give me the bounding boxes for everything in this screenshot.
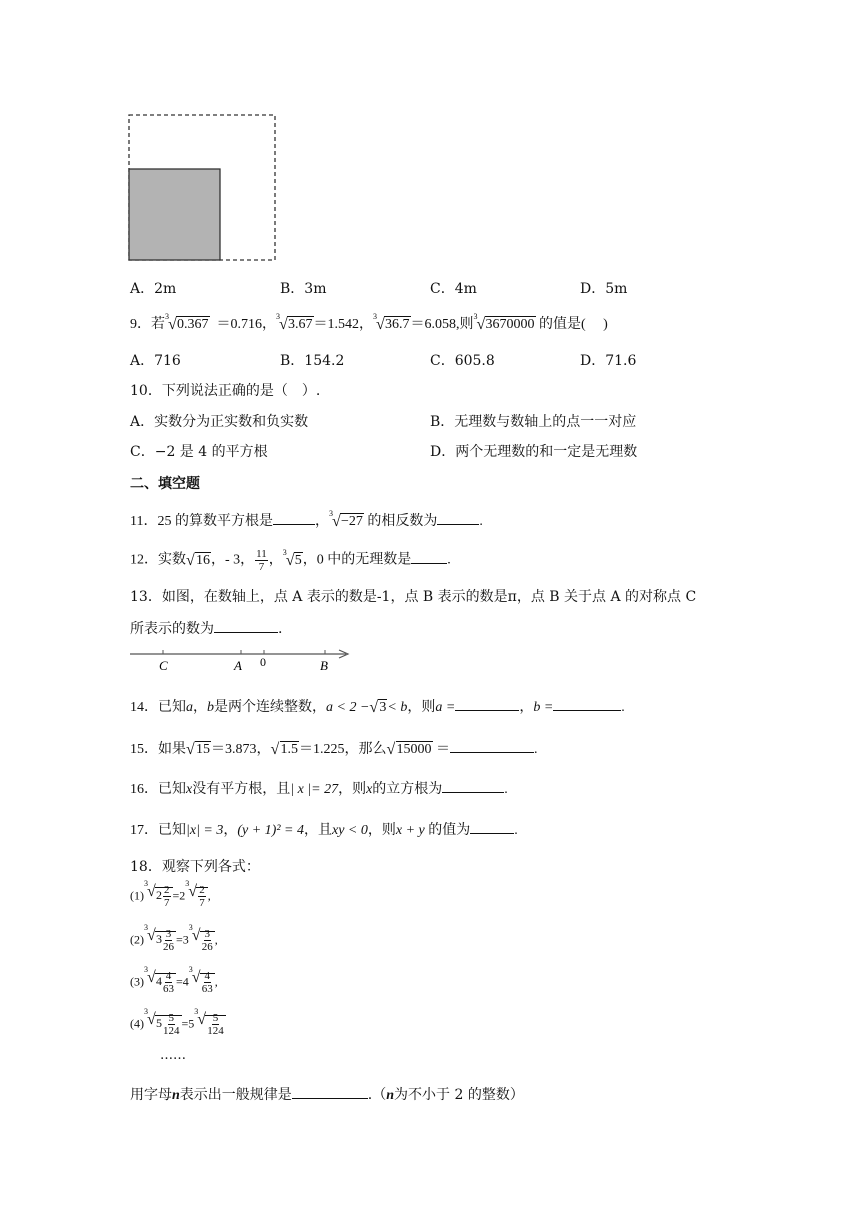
final-p4: 为不小于 2 的整数） (394, 1087, 524, 1103)
q17-p2: ， (223, 823, 238, 838)
row-end: , (214, 974, 218, 989)
answer-blank[interactable] (442, 792, 504, 793)
var-n: n (386, 1088, 395, 1103)
row-rhs-coef: 3 (182, 932, 189, 947)
answer-blank[interactable] (214, 632, 278, 633)
row-rhs-coef: 5 (188, 1016, 195, 1031)
cube-root-rhs: 3 √ $\frac{3}{26}$ (188, 923, 213, 953)
question-10-stem: 10．下列说法正确的是（ ）. (130, 383, 321, 399)
final-p1: 用字母 (130, 1087, 172, 1103)
observe-row-1: (1) 3 √ 2 $\frac{2}{7}$ =2 3 √ $\frac{2}{7}$ , (130, 879, 211, 909)
q12-end: . (447, 552, 451, 568)
question-13-line2 (130, 618, 282, 638)
cube-root-lhs: 3 √ 3 $\frac{3}{26}$ (144, 923, 174, 953)
question-14 (130, 696, 625, 716)
q15-e3: ＝ (436, 742, 450, 757)
q15-p1: 15．如果 (130, 742, 186, 757)
cube-root: 3 √ 5 (282, 547, 302, 569)
q8-option-b[interactable]: B．3m (280, 281, 327, 297)
square-root-1: √ 15 (186, 741, 210, 758)
square-root-3: √ 15000 (386, 741, 432, 758)
question-18-final (130, 1084, 524, 1104)
origin-label: 0 (260, 655, 266, 669)
cube-root-rhs: 3 √ $\frac{4}{63}$ (188, 965, 213, 995)
a-equals: a = (435, 700, 456, 715)
q15-e1: ＝3.873， (211, 742, 271, 757)
abs-condition: | x |= 27 (290, 782, 339, 797)
condition-2: (y + 1)² = 4 (237, 823, 304, 838)
q12-p4: ，0 中的无理数是 (302, 552, 412, 568)
q9-option-a[interactable]: A．716 (130, 353, 181, 369)
q17-p5: 的值为 (428, 823, 471, 838)
q9-eq2: ＝1.542， (313, 317, 373, 332)
q9-prefix: 9．若 (130, 317, 165, 332)
q9-option-d[interactable]: D．71.6 (580, 353, 637, 369)
q16-p2: 没有平方根，且 (192, 782, 291, 797)
cube-root-lhs: 3 √ 5 $\frac{5}{124}$ (144, 1007, 180, 1037)
row-label: (4) (130, 1016, 144, 1031)
q8-option-a[interactable]: A．2m (130, 281, 177, 297)
q14-end: . (621, 700, 625, 715)
q14-p2: ， (193, 700, 207, 715)
observe-row-4: (4) 3 √ 5 $\frac{5}{124}$ =5 3 √ $\frac{5}{124}$ (130, 1007, 224, 1037)
q14-sep: ， (519, 700, 534, 715)
condition-1: |x| = 3 (186, 823, 224, 838)
observe-row-3: (3) 3 √ 4 $\frac{4}{63}$ =4 3 √ $\frac{4}{63}$ , (130, 965, 218, 995)
number-line (128, 642, 358, 674)
inequality-right: < b (387, 700, 408, 715)
question-16 (130, 778, 508, 798)
q10-option-a[interactable]: A．实数分为正实数和负实数 (130, 414, 309, 430)
section-header: 二、填空题 (130, 476, 200, 492)
q17-p1: 17．已知 (130, 823, 186, 838)
cube-root-1: 3 √ 0.367 (165, 312, 209, 333)
q11-p2: 的相反数为 (367, 514, 438, 529)
ellipsis: …… (160, 1048, 186, 1063)
inner-gray-square (129, 169, 220, 260)
var-n: n (172, 1088, 180, 1103)
cube-root-lhs: 3 √ 4 $\frac{4}{63}$ (144, 965, 174, 995)
question-17 (130, 819, 518, 839)
q8-option-d[interactable]: D．5m (580, 281, 628, 297)
q8-option-c[interactable]: C．4m (430, 281, 477, 297)
q16-p1: 16．已知 (130, 782, 186, 797)
point-a-label: A (234, 658, 242, 673)
row-end: , (207, 888, 211, 903)
q11-end: . (479, 514, 483, 529)
condition-3: xy < 0 (332, 823, 368, 838)
q12-p3: ， (268, 552, 283, 568)
cube-root: 3 √ −27 (328, 509, 363, 530)
fraction: $\frac{11}{7}$ (256, 548, 267, 573)
q13-end: . (278, 621, 283, 637)
q17-p3: ，且 (304, 823, 332, 838)
q9-option-c[interactable]: C．605.8 (430, 353, 495, 369)
row-label: (2) (130, 932, 144, 947)
q15-e2: ＝1.225，那么 (299, 742, 387, 757)
q9-suffix: 的值是( ) (539, 317, 608, 332)
final-p3: .（ (367, 1087, 387, 1103)
row-label: (1) (130, 888, 144, 903)
row-label: (3) (130, 974, 144, 989)
point-c-label: C (159, 658, 168, 673)
q13-l2: 所表示的数为 (130, 621, 214, 637)
question-9 (130, 313, 608, 333)
inequality-left: a < 2 − (326, 700, 370, 715)
q16-end: . (504, 782, 508, 797)
cube-root-lhs: 3 √ 2 $\frac{2}{7}$ (144, 884, 173, 909)
question-15 (130, 738, 538, 758)
q14-p1: 14．已知 (130, 700, 186, 715)
answer-blank[interactable] (450, 752, 534, 753)
q9-option-b[interactable]: B．154.2 (280, 353, 345, 369)
answer-blank[interactable] (437, 524, 479, 525)
var-b: b (207, 700, 214, 715)
q17-end: . (514, 823, 518, 838)
q14-p3: 是两个连续整数， (214, 700, 326, 715)
final-p2: 表示出一般规律是 (179, 1087, 292, 1103)
q12-p2: ，- 3， (211, 552, 255, 568)
answer-blank[interactable] (411, 563, 447, 564)
b-equals: b = (533, 700, 554, 715)
square-root-2: √ 1.5 (270, 741, 298, 758)
answer-blank[interactable] (273, 524, 315, 525)
answer-blank-b[interactable] (553, 710, 621, 711)
var-x: x (186, 782, 193, 797)
cube-root-rhs: 3 √ $\frac{2}{7}$ (185, 884, 208, 909)
question-18-stem: 18．观察下列各式： (130, 859, 260, 875)
q9-eq1: ＝0.716， (216, 317, 276, 332)
var-x: x (366, 782, 373, 797)
point-b-label: B (320, 658, 328, 673)
question-13-line1: 13．如图，在数轴上，点 A 表示的数是-1，点 B 表示的数是π，点 B 关于点 A 的对称点 C (130, 589, 697, 605)
q14-p4: ，则 (407, 700, 436, 715)
cube-root-rhs: 3 √ $\frac{5}{124}$ (194, 1007, 224, 1037)
square-root: √ 3 (369, 699, 387, 716)
observe-row-2: (2) 3 √ 3 $\frac{3}{26}$ =3 3 √ $\frac{3}{26}$ , (130, 923, 218, 953)
answer-blank[interactable] (470, 833, 514, 834)
square-figure (128, 113, 278, 263)
expression: x + y (395, 823, 425, 838)
cube-root-2: 3 √ 3.67 (276, 312, 313, 333)
row-end: , (214, 932, 218, 947)
square-root: √ 16 (186, 551, 210, 569)
cube-root-4: 3 √ 3670000 (473, 312, 535, 333)
q9-eq3: ＝6.058,则 (410, 317, 474, 332)
answer-blank[interactable] (292, 1098, 368, 1099)
q16-p3: ，则 (338, 782, 367, 797)
q11-p1: 11．25 的算数平方根是 (130, 514, 273, 529)
answer-blank-a[interactable] (455, 710, 519, 711)
cube-root-3: 3 √ 36.7 (373, 312, 410, 333)
row-rhs-coef: 2 (179, 888, 186, 903)
q10-option-c[interactable]: C．−2 是 4 的平方根 (130, 444, 268, 460)
question-11: 11．25 的算数平方根是 ， 3 √ −27 的相反数为 . (130, 509, 483, 530)
q10-option-d[interactable]: D．两个无理数的和一定是无理数 (430, 444, 638, 460)
q10-option-b[interactable]: B．无理数与数轴上的点一一对应 (430, 414, 637, 430)
q17-p4: ，则 (367, 823, 396, 838)
row-rhs-coef: 4 (182, 974, 189, 989)
q16-p4: 的立方根为 (372, 782, 443, 797)
q12-p1: 12．实数 (130, 552, 186, 568)
q15-end: . (534, 742, 538, 757)
var-a: a (186, 700, 193, 715)
question-12 (130, 548, 451, 573)
